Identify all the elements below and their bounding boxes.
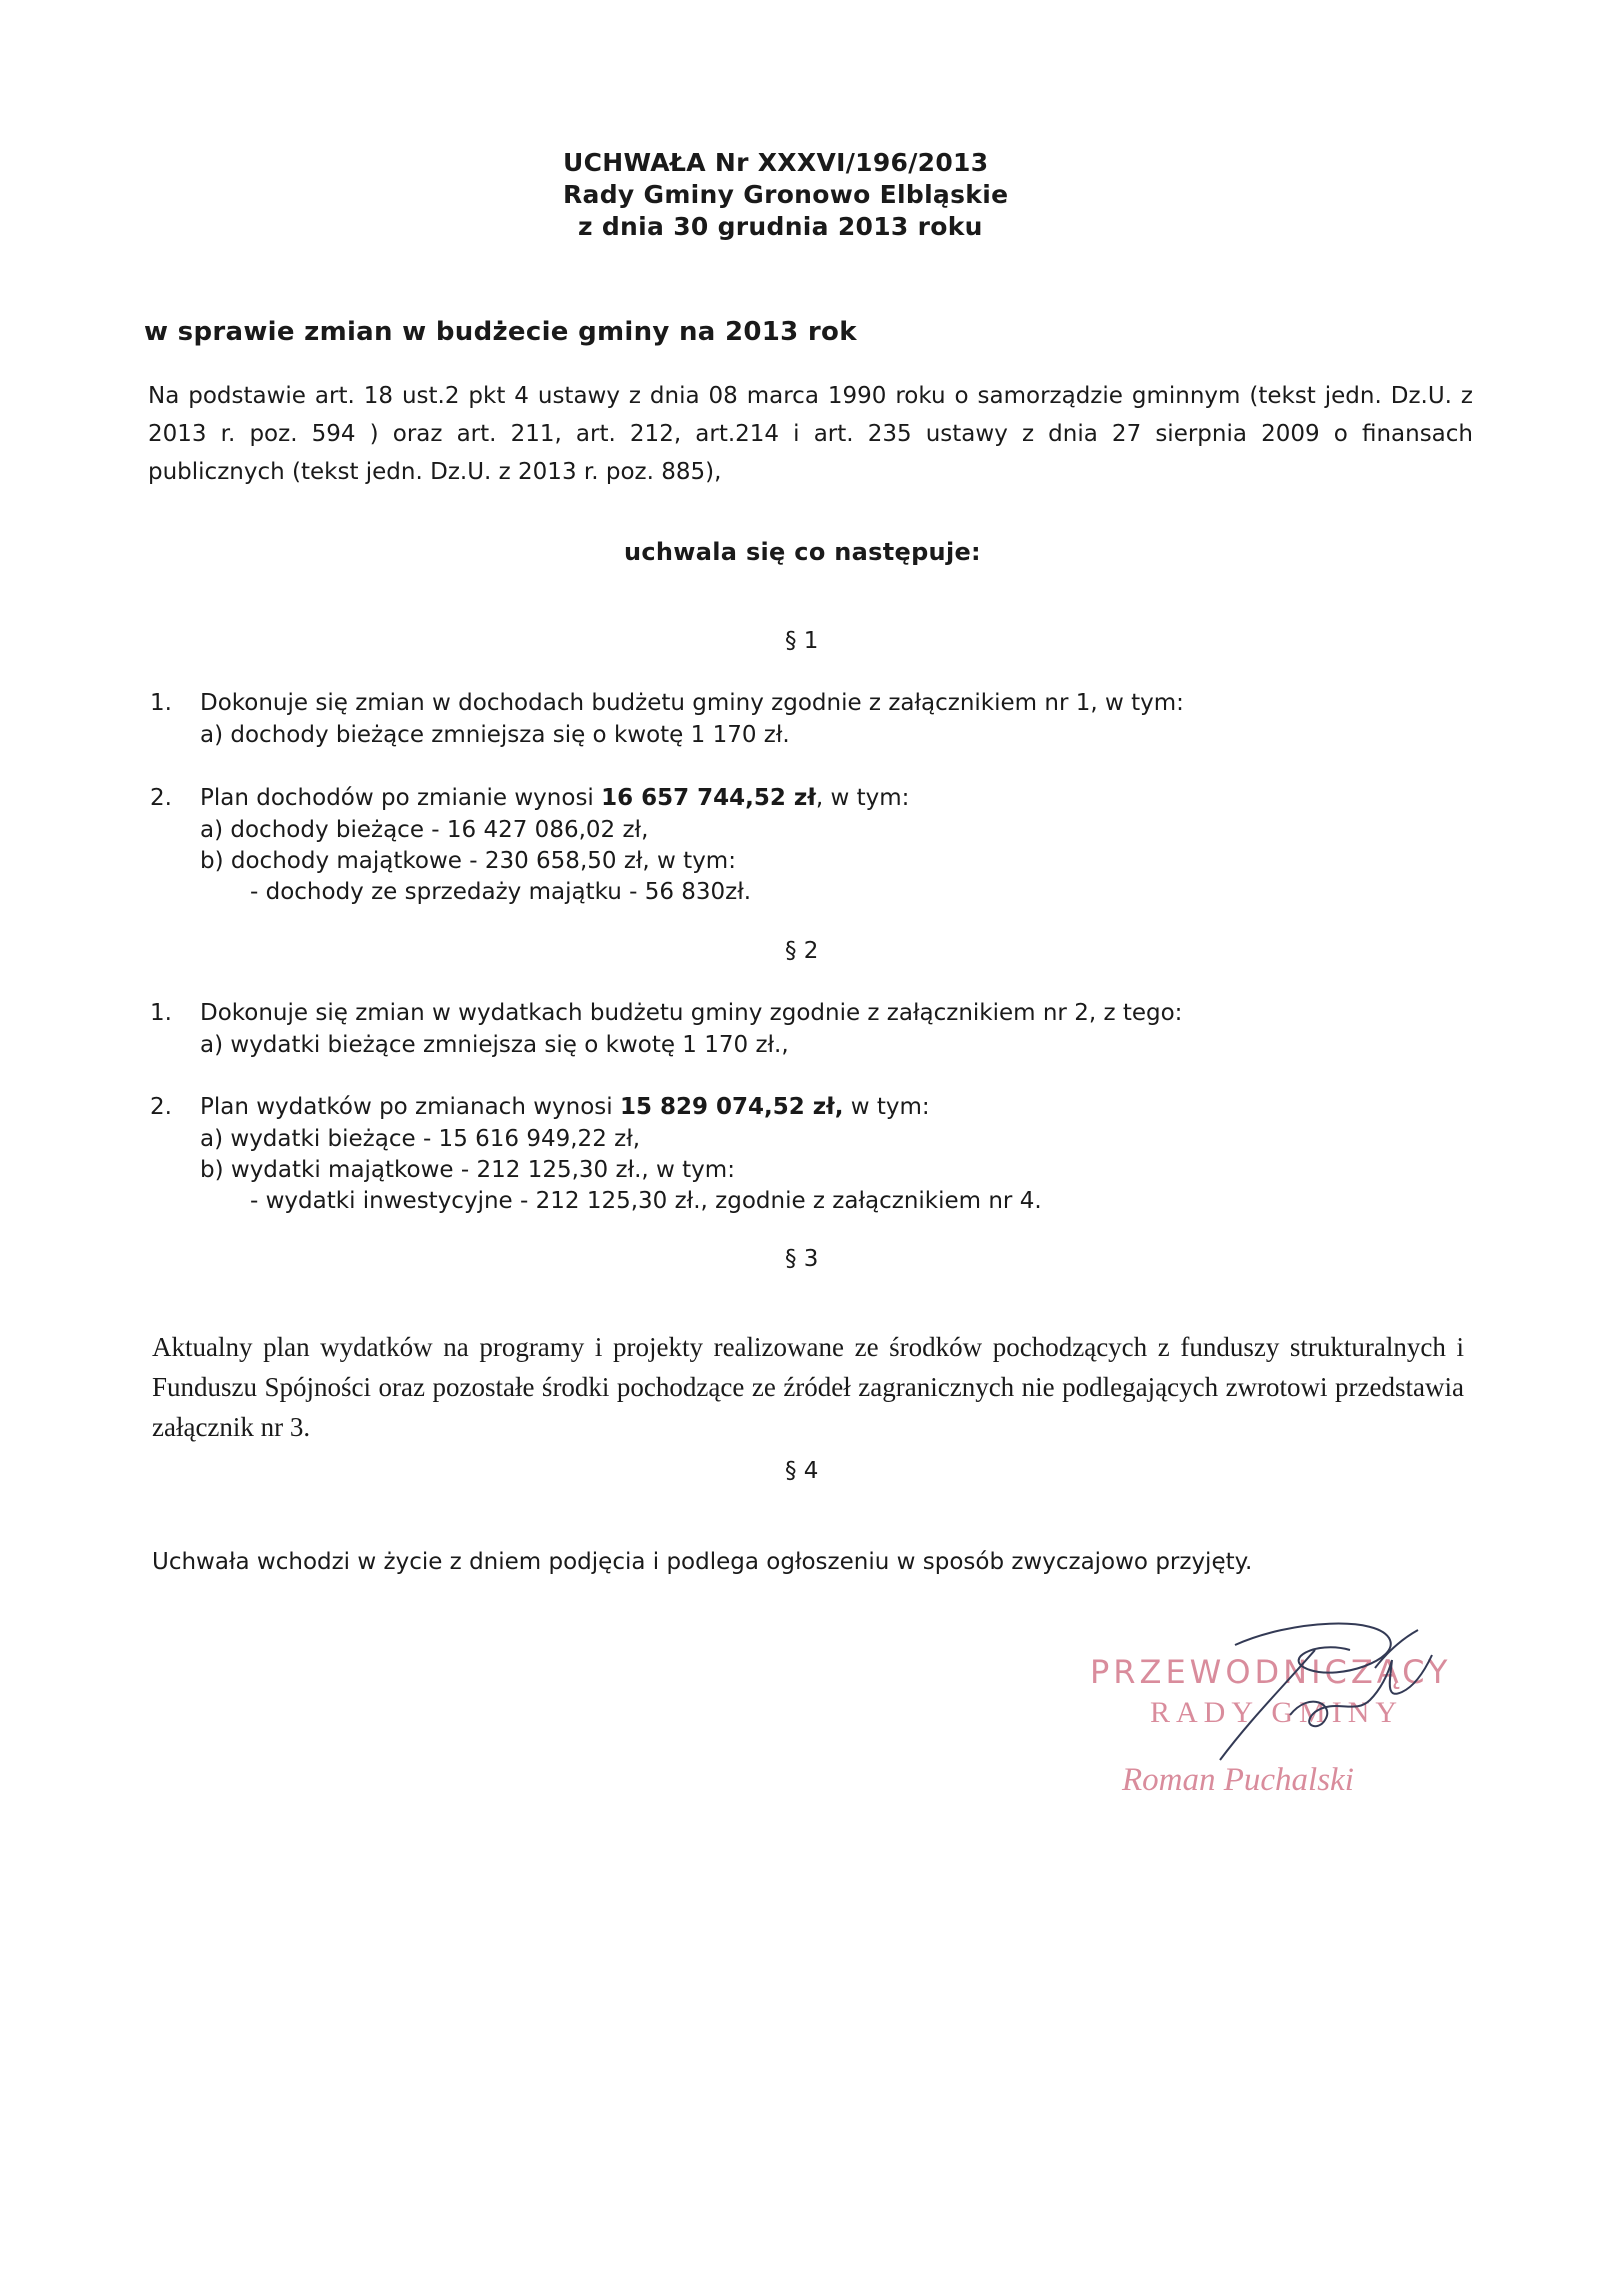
s2-item-2-b-sub: - wydatki inwestycyjne - 212 125,30 zł., zgodnie z załącznikiem nr 4. — [250, 1188, 1042, 1214]
s1-item-1-number: 1. — [150, 690, 172, 716]
s1-item-2-text: Plan dochodów po zmianie wynosi 16 657 744,52 zł, w tym: — [200, 785, 910, 811]
council-name: Rady Gminy Gronowo Elbląskie — [563, 180, 1009, 209]
resolution-subject: w sprawie zmian w budżecie gminy na 2013 rok — [144, 317, 857, 347]
s2-item-1-a: a) wydatki bieżące zmniejsza się o kwotę 1 170 zł., — [200, 1032, 789, 1058]
s2-item-2-number: 2. — [150, 1094, 172, 1120]
s2-item-2-text: Plan wydatków po zmianach wynosi 15 829 074,52 zł, w tym: — [200, 1094, 930, 1120]
resolution-title: UCHWAŁA Nr XXXVI/196/2013 — [563, 148, 989, 177]
stamp-council: RADY GMINY — [1150, 1696, 1404, 1729]
section-4-heading: § 4 — [785, 1458, 819, 1484]
s1-item-1-text: Dokonuje się zmian w dochodach budżetu gminy zgodnie z załącznikiem nr 1, w tym: — [200, 690, 1184, 716]
section-3-text: Aktualny plan wydatków na programy i projekty realizowane ze środków pochodzących z funduszy strukturalnych i Funduszu Spójności oraz pozostałe środki pochodzące ze źródeł zagranicznych nie podlegających zwrotowi przedstawia załącznik nr 3. — [152, 1332, 1464, 1442]
section-1-heading: § 1 — [785, 628, 819, 654]
stamp-name: Roman Puchalski — [1122, 1762, 1354, 1798]
s1-item-2-number: 2. — [150, 785, 172, 811]
s1-item-1-a: a) dochody bieżące zmniejsza się o kwotę 1 170 zł. — [200, 722, 790, 748]
s2-item-2-a: a) wydatki bieżące - 15 616 949,22 zł, — [200, 1126, 641, 1152]
stamp-title: PRZEWODNICZĄCY — [1090, 1653, 1452, 1691]
section-4-text: Uchwała wchodzi w życie z dniem podjęcia i podlega ogłoszeniu w sposób zwyczajowo przyjęty. — [152, 1549, 1253, 1575]
section-3-heading: § 3 — [785, 1246, 819, 1272]
legal-basis: Na podstawie art. 18 ust.2 pkt 4 ustawy z dnia 08 marca 1990 roku o samorządzie gminnym (tekst jedn. Dz.U. z 2013 r. poz. 594 ) oraz art. 211, art. 212, art.214 i art. 235 ustawy z dnia 27 sierpnia 2009 o finansach publicznych (tekst jedn. Dz.U. z 2013 r. poz. 885), — [148, 383, 1473, 485]
s1-item-2-b-sub: - dochody ze sprzedaży majątku - 56 830zł. — [250, 879, 752, 905]
section-2-heading: § 2 — [785, 938, 819, 964]
s2-item-1-number: 1. — [150, 1000, 172, 1026]
resolves-heading: uchwala się co następuje: — [624, 538, 981, 566]
resolution-date: z dnia 30 grudnia 2013 roku — [578, 212, 983, 241]
s2-expense-total: 15 829 074,52 zł, — [619, 1094, 844, 1120]
s1-item-2-a: a) dochody bieżące - 16 427 086,02 zł, — [200, 817, 649, 843]
signature-graphic — [1140, 1620, 1480, 1770]
s1-item-2-b: b) dochody majątkowe - 230 658,50 zł, w tym: — [200, 848, 736, 874]
s1-income-total: 16 657 744,52 zł — [601, 785, 816, 811]
s2-item-2-b: b) wydatki majątkowe - 212 125,30 zł., w tym: — [200, 1157, 735, 1183]
s2-item-1-text: Dokonuje się zmian w wydatkach budżetu gminy zgodnie z załącznikiem nr 2, z tego: — [200, 1000, 1183, 1026]
